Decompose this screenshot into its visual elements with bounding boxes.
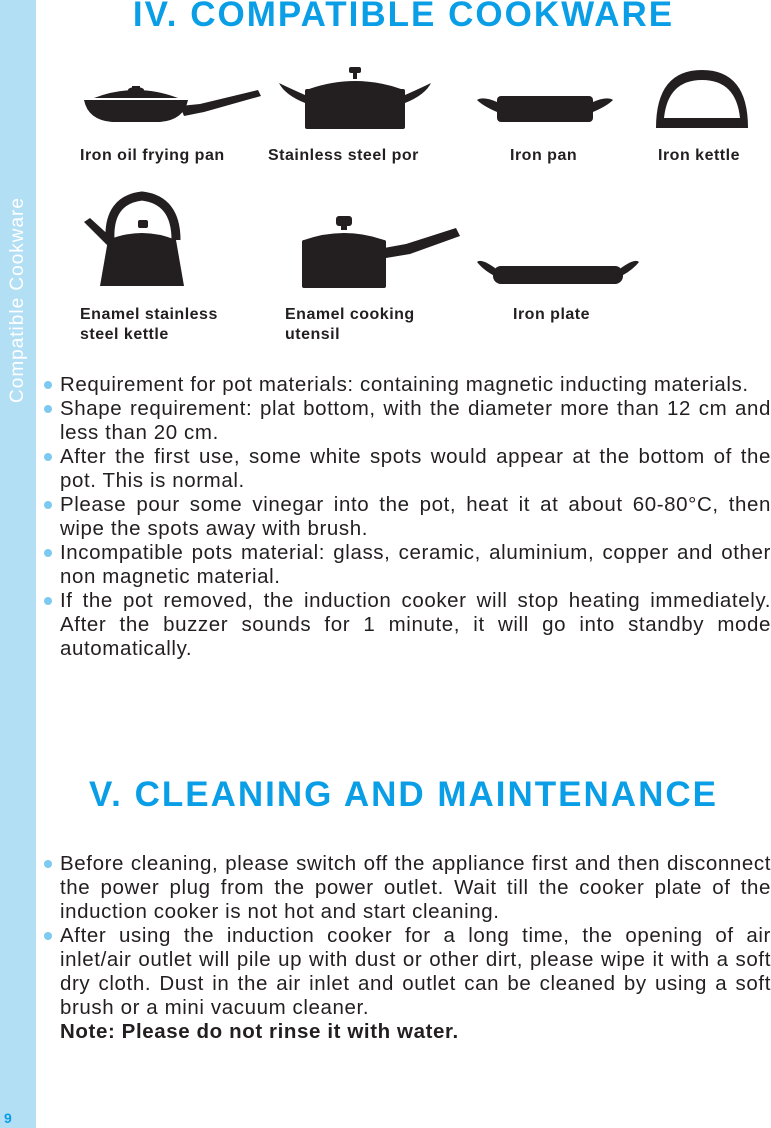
caption-iron-plate: Iron plate [513,306,591,323]
bullet-dot-icon [44,549,52,557]
list-item: Requirement for pot materials: containing magnetic inducting materials. [44,373,771,397]
stainless-steel-pot-icon [275,65,435,133]
iron-kettle-icon [650,66,754,130]
bullet-dot-icon [44,597,52,605]
bullet-dot-icon [44,405,52,413]
iron-plate-icon [475,252,640,292]
bullet-dot-icon [44,932,52,940]
caption-enamel-stainless-steel-kettle: Enamel stainless steel kettle [80,306,218,343]
list-item: After using the induction cooker for a long time, the opening of air inlet/air outlet will pile up with dust or other dirt, please wipe it with a soft dry cloth. Dust in the air inlet and outlet can be cleaned by using a soft brush or a mini vacuum cleaner. [44,924,771,1020]
list-item: Please pour some vinegar into the pot, heat it at about 60-80°C, then wipe the spots away with brush. [44,493,771,541]
bullet-dot-icon [44,381,52,389]
bullet-dot-icon [44,860,52,868]
iron-pan-icon [475,92,615,128]
caption-iron-kettle: Iron kettle [658,147,740,164]
list-item: Shape requirement: plat bottom, with the diameter more than 12 cm and less than 20 cm. [44,397,771,445]
caption-iron-pan: Iron pan [510,147,578,164]
caption-stainless-steel-pot: Stainless steel por [268,147,419,164]
cleaning-instructions-list [44,852,771,1044]
bullet-dot-icon [44,453,52,461]
sidebar-tab [0,0,36,1128]
section-title-cleaning-maintenance: V. CLEANING AND MAINTENANCE [89,775,718,814]
list-item: After the first use, some white spots would appear at the bottom of the pot. This is normal. [44,445,771,493]
compatibility-requirements-list [44,373,771,661]
list-item: If the pot removed, the induction cooker will stop heating immediately. After the buzzer sounds for 1 minute, it will go into standby mode automatically. [44,589,771,661]
rinse-warning-note: Note: Please do not rinse it with water. [60,1020,459,1043]
sidebar-label: Compatible Cookware [7,197,28,403]
enamel-cooking-utensil-icon [298,210,463,290]
list-item: Before cleaning, please switch off the appliance first and then disconnect the power plug from the power outlet. Wait till the cooker plate of the induction cooker is not hot and start cleaning. [44,852,771,924]
caption-enamel-cooking-utensil: Enamel cooking utensil [285,306,415,343]
section-title-compatible-cookware: IV. COMPATIBLE COOKWARE [132,0,675,34]
enamel-kettle-icon [80,190,195,290]
bullet-dot-icon [44,501,52,509]
list-item: Incompatible pots material: glass, ceramic, aluminium, copper and other non magnetic material. [44,541,771,589]
frying-pan-icon [80,80,265,130]
caption-iron-oil-frying-pan: Iron oil frying pan [80,147,225,164]
page-number: 9 [4,1110,12,1126]
